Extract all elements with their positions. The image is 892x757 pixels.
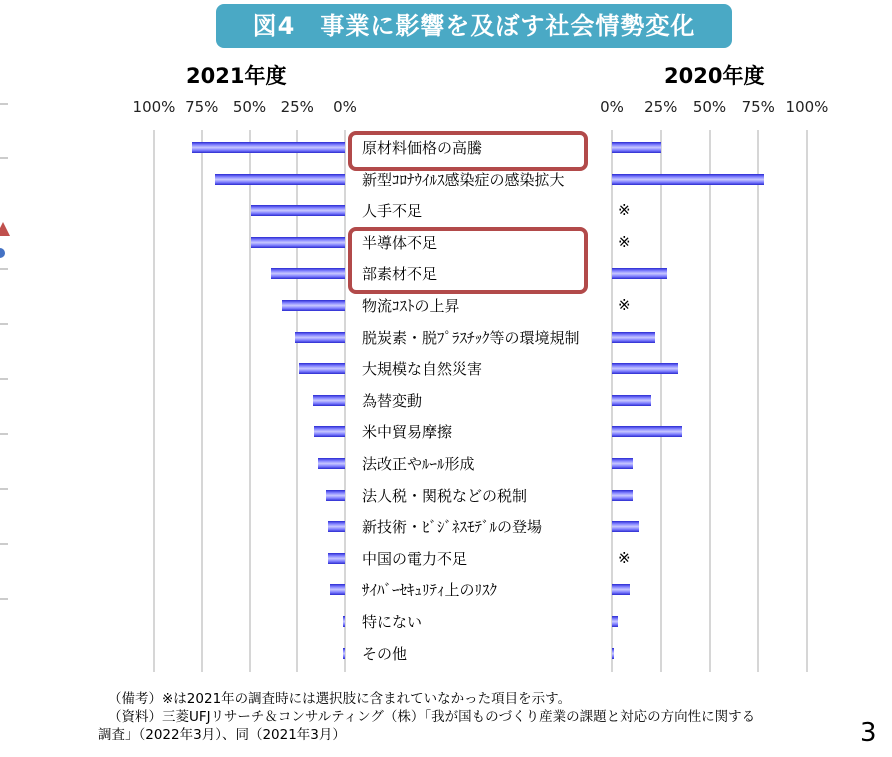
category-label: 半導体不足: [362, 233, 438, 252]
edge-tick: [0, 543, 8, 545]
edge-tick: [0, 103, 8, 105]
right-tick-label: 50%: [692, 98, 727, 116]
bar-2020: [612, 616, 618, 627]
bar-2021: [271, 268, 345, 279]
highlight-box-raw-materials: [348, 131, 588, 171]
bar-2020: [612, 363, 678, 374]
edge-tick: [0, 157, 8, 159]
page-number: 3: [860, 718, 877, 748]
bar-2021: [314, 426, 345, 437]
note-remarks: （備考）※は2021年の調査時には選択肢に含まれていなかった項目を示す。: [108, 691, 572, 707]
right-tick-label: 75%: [741, 98, 775, 116]
category-label: 大規模な自然災害: [362, 360, 483, 379]
bar-2021: [215, 174, 345, 185]
category-label: 特にない: [362, 613, 423, 631]
not-applicable-mark: ※: [618, 296, 631, 314]
left-gridline: [201, 130, 203, 672]
category-label: ｻｲﾊﾞｰｾｷｭﾘﾃｨ上のﾘｽｸ: [362, 581, 498, 600]
note-source: （資料）三菱UFJリサーチ＆コンサルティング（株）「我が国ものづくり産業の課題と対応の方向性に関する: [108, 709, 756, 725]
right-gridline: [709, 130, 711, 672]
edge-tick: [0, 488, 8, 490]
decorative-triangle-marker: [0, 222, 10, 236]
bar-2021: [330, 584, 345, 595]
bar-2020: [612, 142, 661, 153]
bar-2020: [612, 521, 639, 532]
figure-title: 図4 事業に影響を及ぼす社会情勢変化: [216, 4, 732, 48]
footnotes: [98, 690, 756, 744]
decorative-dot-marker: [0, 248, 5, 258]
left-tick-label: 50%: [232, 98, 267, 116]
right-tick-label: 25%: [644, 98, 678, 116]
bar-2020: [612, 458, 633, 469]
highlight-box-shortages: [348, 227, 588, 294]
bar-2021: [326, 490, 345, 501]
bar-2020: [612, 268, 667, 279]
bar-2021: [299, 363, 345, 374]
bar-2021: [295, 332, 345, 343]
bar-2021: [343, 616, 345, 627]
not-applicable-mark: ※: [618, 201, 631, 220]
category-label: 脱炭素・脱ﾌﾟﾗｽﾁｯｸ等の環境規制: [362, 328, 580, 347]
edge-tick: [0, 598, 8, 600]
bar-2021: [328, 521, 345, 532]
category-label: 人手不足: [362, 202, 423, 221]
bar-2021: [251, 237, 345, 248]
category-label: 物流ｺｽﾄの上昇: [362, 297, 460, 315]
bar-2020: [612, 426, 682, 437]
category-label: 米中貿易摩擦: [362, 423, 453, 442]
right-gridline: [806, 130, 808, 672]
bar-2021: [282, 300, 345, 311]
category-label: 法人税・関税などの税制: [362, 486, 528, 505]
category-label: 為替変動: [362, 391, 423, 410]
bar-2021: [318, 458, 345, 469]
category-label: その他: [362, 644, 408, 663]
left-gridline: [153, 130, 155, 672]
bar-2021: [313, 395, 345, 406]
category-label: 新型ｺﾛﾅｳｲﾙｽ感染症の感染拡大: [362, 170, 565, 189]
right-year-label: 2020年度: [664, 64, 765, 88]
right-tick-label: 100%: [785, 98, 829, 116]
bar-2021: [328, 553, 345, 564]
left-tick-label: 100%: [132, 98, 176, 116]
edge-tick: [0, 433, 8, 435]
bar-2021: [343, 648, 345, 659]
bar-2021: [192, 142, 345, 153]
right-gridline: [757, 130, 759, 672]
bar-2020: [612, 395, 651, 406]
edge-tick: [0, 323, 8, 325]
left-tick-label: 0%: [333, 98, 357, 116]
right-tick-label: 0%: [600, 98, 624, 116]
not-applicable-mark: ※: [618, 548, 631, 567]
category-label: 新技術・ﾋﾞｼﾞﾈｽﾓﾃﾞﾙの登場: [362, 518, 543, 537]
category-label: 法改正やﾙｰﾙ形成: [362, 455, 475, 473]
not-applicable-mark: ※: [618, 232, 631, 251]
left-gridline: [249, 130, 251, 672]
category-label: 中国の電力不足: [362, 549, 468, 568]
bar-2021: [251, 205, 345, 216]
left-year-label: 2021年度: [186, 64, 287, 88]
left-tick-label: 75%: [185, 98, 219, 116]
bar-2020: [612, 490, 633, 501]
right-gridline: [660, 130, 662, 672]
edge-tick: [0, 378, 8, 380]
edge-tick: [0, 268, 8, 270]
left-tick-label: 25%: [280, 98, 314, 116]
category-label: 原材料価格の高騰: [362, 139, 483, 157]
note-source-cont: 調査」（2022年3月）、同（2021年3月）: [98, 727, 346, 743]
bar-2020: [612, 332, 655, 343]
bar-2020: [612, 174, 764, 185]
category-label: 部素材不足: [362, 265, 438, 284]
bar-2020: [612, 648, 614, 659]
bar-2020: [612, 584, 630, 595]
